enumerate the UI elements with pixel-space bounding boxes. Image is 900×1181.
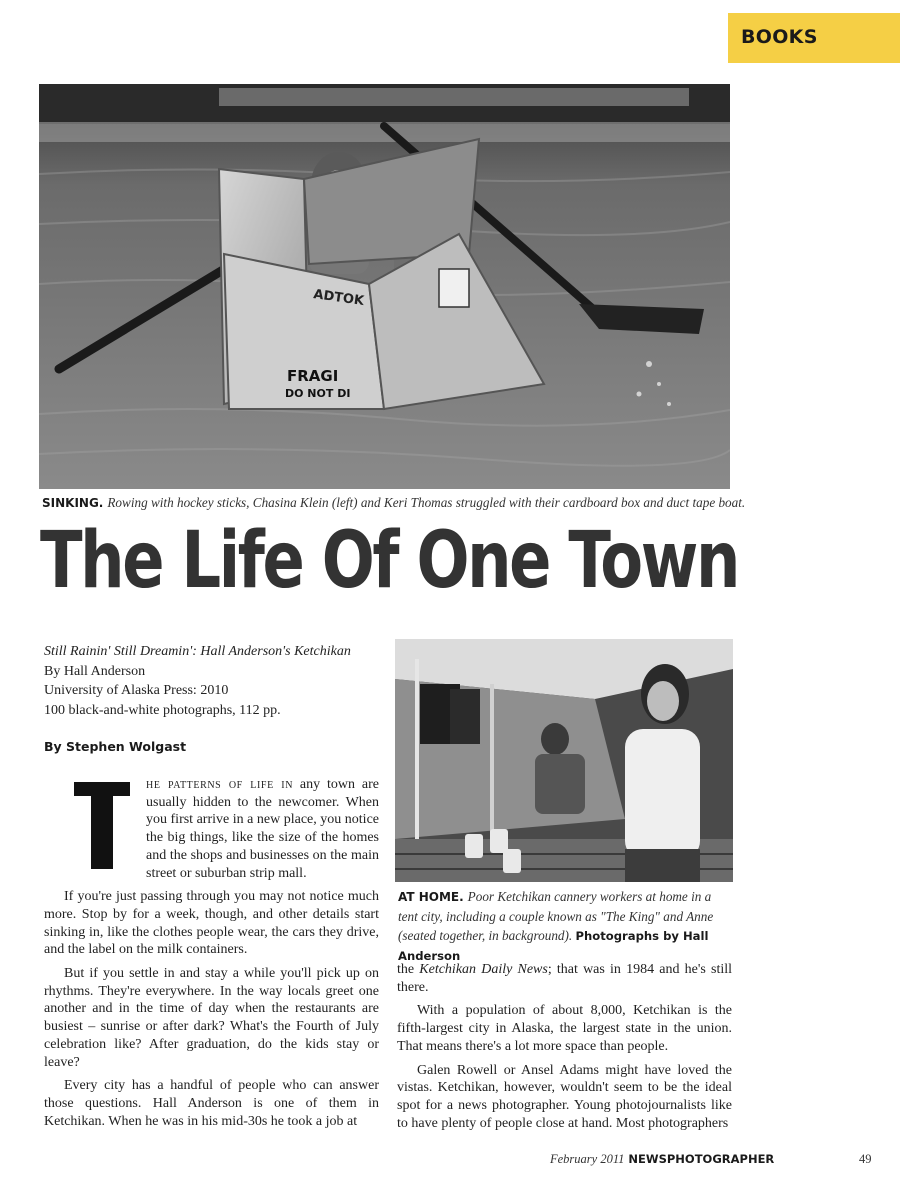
photo-credit: Photographs by Hall Anderson <box>398 929 709 963</box>
main-caption-text: Rowing with hockey sticks, Chasina Klein (left) and Keri Thomas struggled with their cardboard box and duct tape boat. <box>107 495 746 510</box>
main-caption-lead: SINKING. <box>42 496 104 510</box>
tent-city-illustration <box>395 639 733 882</box>
article-byline: By Stephen Wolgast <box>44 739 187 754</box>
book-details: 100 black-and-white photographs, 112 pp. <box>44 702 281 718</box>
article-column-left <box>44 776 379 1136</box>
article-paragraph-6: With a population of about 8,000, Ketchikan is the fifth-largest city in Alaska, the largest state in the union. That means there's a lot more space than people. <box>397 1003 732 1054</box>
section-tab-books: BOOKS <box>728 13 900 63</box>
article-paragraph-5: the Ketchikan Daily News; that was in 1984 and he's still there. <box>397 962 733 995</box>
article-paragraph-7: Galen Rowell or Ansel Adams might have loved the vistas. Ketchikan, however, wouldn't seem to be the ideal spot for a news photographer. Young photojournalists like to have plenty of people close at hand. Most photographers <box>397 1062 732 1131</box>
article-paragraph-4: Every city has a handful of people who can answer those questions. Hall Anderson is one of them in Ketchikan. When he was in his mid-30s he took a job at <box>44 1078 379 1129</box>
article-paragraph-3: But if you settle in and stay a while you'll pick up on rhythms. They're everywhere. In the way locals greet one another and in the time of day when the restaurants are busiest – sunrise or after dark? What's the Fourth of July celebration like? After graduation, do the kids stay or leave? <box>44 966 379 1070</box>
footer-date: February 2011 <box>550 1152 625 1166</box>
article-column-right <box>397 961 732 1138</box>
main-photo-cardboard-boat <box>39 84 730 489</box>
tent-caption-lead: AT HOME. <box>398 890 464 904</box>
page-footer <box>550 1152 774 1167</box>
book-publisher: University of Alaska Press: 2010 <box>44 683 229 698</box>
box-label-adtok: ADTOK <box>312 287 365 310</box>
book-info <box>44 642 384 720</box>
tent-city-photo <box>395 639 733 882</box>
page-number: 49 <box>859 1152 872 1166</box>
article-paragraph-1: he patterns of life in any town are usually hidden to the newcomer. When you first arrive in a new place, you notice the big things, like the size of the homes and the shops and businesses on the main street or suburban strip mall. <box>44 776 379 882</box>
newspaper-name: Ketchikan Daily News <box>419 962 548 977</box>
drop-cap-t <box>74 782 130 869</box>
main-photo-illustration <box>39 84 730 489</box>
book-title: Still Rainin' Still Dreamin': Hall Anderson's Ketchikan <box>44 644 351 659</box>
main-photo-caption <box>42 495 746 511</box>
book-author: By Hall Anderson <box>44 663 146 679</box>
article-paragraph-2: If you're just passing through you may not notice much more. Stop by for a week, though, and other details start sinking in, like the clothes people wear, the cars they drive, and the label on the milk containers. <box>44 889 379 958</box>
box-label-fragile: FRAGI <box>287 367 339 385</box>
tent-city-caption <box>398 887 733 966</box>
box-label-do-not: DO NOT DI <box>285 387 351 400</box>
footer-magazine: NEWSPHOTOGRAPHER <box>628 1152 775 1166</box>
lead-in-smallcaps: he patterns of life in <box>146 777 294 792</box>
article-headline: The Life Of One Town <box>40 516 739 606</box>
tent-caption-text: Poor Ketchikan cannery workers at home in a tent city, including a couple known as "The King" and Anne (seated together, in background). <box>398 889 714 943</box>
